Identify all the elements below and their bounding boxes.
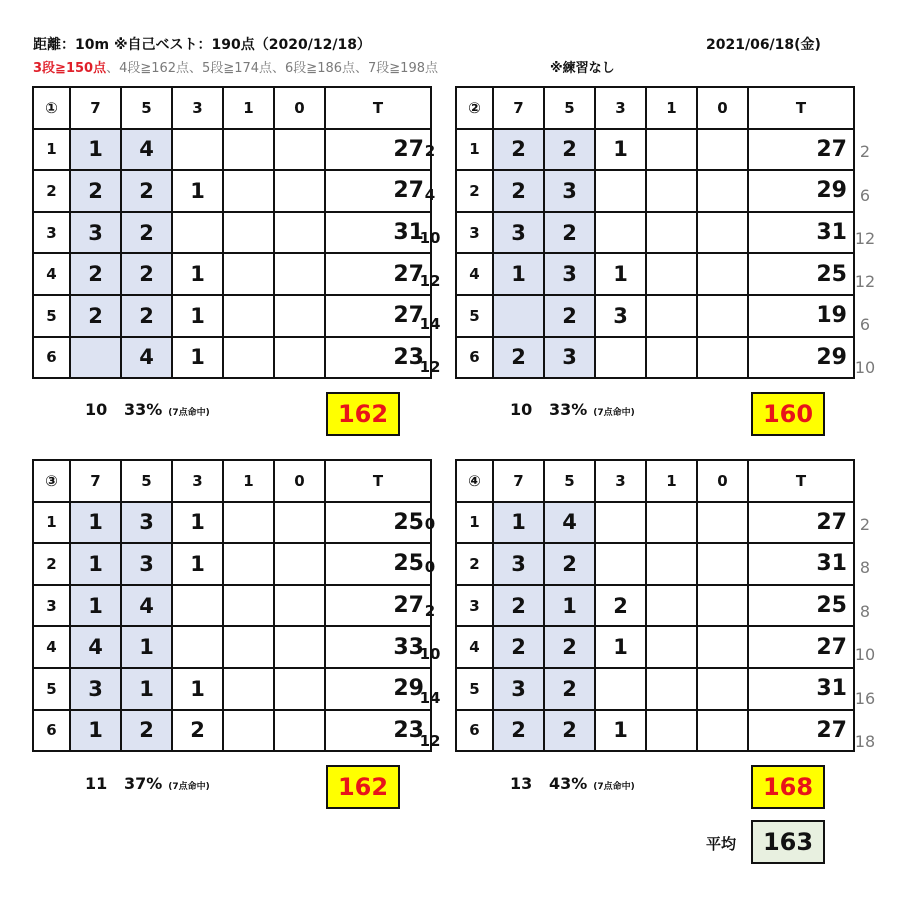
end-total: 27 [748,710,854,752]
col-3-header: 3 [595,460,646,502]
col-1-header: 1 [646,87,697,129]
count-5: 2 [544,543,595,585]
table-row [33,585,431,627]
end-number: 4 [33,253,70,295]
count-7: 3 [70,668,121,710]
count-0 [274,337,325,379]
count-5: 2 [544,212,595,254]
count-3 [595,543,646,585]
col-0-header: 0 [274,460,325,502]
col-5-header: 5 [121,460,172,502]
count-1 [646,337,697,379]
count-7: 3 [493,212,544,254]
end-number: 3 [456,585,493,627]
count-1 [223,295,274,337]
count-5: 2 [544,668,595,710]
end-total: 29 [748,337,854,379]
count-3: 1 [595,710,646,752]
end-number: 4 [33,626,70,668]
average-label: 平均 [706,835,737,853]
count-3: 2 [172,710,223,752]
table-row [456,668,854,710]
end-total: 27 [325,253,431,295]
count-5: 3 [544,253,595,295]
count-3: 1 [172,170,223,212]
count-1 [223,337,274,379]
rank-thresholds-rest: 、4段≧162点、5段≧174点、6段≧186点、7段≧198点 [106,61,438,76]
count-0 [697,170,748,212]
col-5-header: 5 [544,460,595,502]
cumulative-7-count: 10 [419,229,441,247]
hit-note: (7点命中) [593,782,635,792]
end-number: 3 [33,585,70,627]
end-total: 27 [748,626,854,668]
count-0 [697,337,748,379]
count-7: 2 [493,337,544,379]
end-number: 6 [456,337,493,379]
count-7: 2 [70,170,121,212]
round-number-header: ① [33,87,70,129]
count-3 [172,585,223,627]
count-1 [646,668,697,710]
end-number: 6 [33,710,70,752]
end-total: 31 [325,212,431,254]
count-3: 1 [172,295,223,337]
count-5: 1 [121,668,172,710]
col-0-header: 0 [697,87,748,129]
count-1 [223,129,274,171]
end-number: 5 [33,668,70,710]
count-3: 1 [172,253,223,295]
cumulative-7-count: 12 [419,358,441,376]
average-score: 163 [751,820,825,864]
header-row [456,87,854,129]
table-row [456,337,854,379]
count-0 [274,212,325,254]
hit-percentage: 37% [123,774,163,793]
end-total: 31 [748,668,854,710]
count-5: 2 [121,295,172,337]
table-row [33,212,431,254]
end-total: 25 [748,253,854,295]
count-3: 1 [172,502,223,544]
rank-threshold-3dan: 3段≧150点 [33,61,107,76]
end-number: 5 [33,295,70,337]
cumulative-7-count: 4 [424,186,436,204]
end-number: 2 [456,170,493,212]
count-7: 1 [70,543,121,585]
count-5: 2 [544,710,595,752]
distance-and-best-label: 距離：10m ※自己ベスト：190点（2020/12/18） [33,37,371,53]
table-row [456,626,854,668]
count-5: 1 [544,585,595,627]
count-0 [274,502,325,544]
score-table [32,459,432,752]
score-table [32,86,432,379]
count-1 [646,170,697,212]
table-row [456,585,854,627]
cumulative-7-count: 2 [424,602,436,620]
end-total: 19 [748,295,854,337]
cumulative-7-count: 16 [854,689,876,708]
end-number: 4 [456,626,493,668]
cumulative-7-count: 2 [424,142,436,160]
count-1 [223,170,274,212]
count-1 [223,253,274,295]
count-1 [646,502,697,544]
cumulative-7-count: 2 [859,515,871,534]
cumulative-7-count: 8 [859,558,871,577]
count-1 [646,585,697,627]
end-total: 25 [325,502,431,544]
table-row [456,129,854,171]
cumulative-7-count: 2 [859,142,871,161]
col-3-header: 3 [172,87,223,129]
count-0 [697,626,748,668]
count-5: 3 [121,543,172,585]
count-1 [646,212,697,254]
hit-stats [510,774,635,793]
cumulative-7-count: 14 [419,315,441,333]
end-number: 3 [456,212,493,254]
col-total-header: T [325,87,431,129]
table-row [33,626,431,668]
end-number: 6 [456,710,493,752]
end-number: 5 [456,668,493,710]
count-7: 2 [493,585,544,627]
table-row [33,129,431,171]
score-table-1 [32,86,432,379]
count-5: 1 [121,626,172,668]
count-0 [274,295,325,337]
rank-thresholds [33,57,438,76]
count-7: 1 [493,502,544,544]
col-5-header: 5 [544,87,595,129]
count-7: 1 [70,585,121,627]
hit-note: (7点命中) [168,408,210,418]
hit-stats [85,774,210,793]
table-row [33,668,431,710]
count-7: 3 [70,212,121,254]
table-row [456,502,854,544]
count-7: 4 [70,626,121,668]
header-row [33,460,431,502]
count-0 [274,129,325,171]
count-1 [646,710,697,752]
header-row [456,460,854,502]
count-0 [697,212,748,254]
col-7-header: 7 [493,460,544,502]
score-table [455,459,855,752]
col-total-header: T [748,460,854,502]
end-total: 31 [748,212,854,254]
cumulative-7-count: 12 [419,732,441,750]
end-number: 1 [456,502,493,544]
table-row [33,543,431,585]
count-0 [697,710,748,752]
count-7: 1 [493,253,544,295]
end-total: 23 [325,337,431,379]
count-3 [172,626,223,668]
table-row [456,295,854,337]
end-total: 29 [748,170,854,212]
count-5: 2 [544,129,595,171]
count-1 [223,502,274,544]
count-0 [274,668,325,710]
count-0 [697,253,748,295]
count-3: 1 [595,626,646,668]
cumulative-7-count: 6 [859,315,871,334]
count-0 [274,585,325,627]
hit-note: (7点命中) [593,408,635,418]
count-0 [274,543,325,585]
count-7: 2 [493,129,544,171]
cumulative-7-count: 0 [424,515,436,533]
cumulative-7-count: 0 [424,558,436,576]
end-number: 3 [33,212,70,254]
col-7-header: 7 [493,87,544,129]
count-3: 1 [172,543,223,585]
table-row [456,170,854,212]
col-0-header: 0 [697,460,748,502]
score-table [455,86,855,379]
end-total: 29 [325,668,431,710]
col-1-header: 1 [223,87,274,129]
end-number: 1 [33,129,70,171]
count-5: 2 [544,295,595,337]
count-0 [697,502,748,544]
end-total: 25 [325,543,431,585]
score-table-4 [455,459,855,752]
count-3 [172,212,223,254]
end-number: 1 [456,129,493,171]
count-1 [223,585,274,627]
end-total: 27 [748,129,854,171]
hit-percentage: 43% [548,774,588,793]
count-5: 2 [121,710,172,752]
count-1 [646,129,697,171]
hit-count: 10 [85,400,108,419]
score-table-3 [32,459,432,752]
count-7 [70,337,121,379]
count-0 [697,543,748,585]
hit-percentage: 33% [548,400,588,419]
score-table-2 [455,86,855,379]
count-0 [697,585,748,627]
count-5: 4 [121,129,172,171]
count-5: 3 [544,170,595,212]
count-0 [274,253,325,295]
count-7: 2 [493,626,544,668]
end-number: 2 [456,543,493,585]
hit-stats [85,400,210,419]
col-1-header: 1 [646,460,697,502]
end-number: 6 [33,337,70,379]
col-total-header: T [748,87,854,129]
count-0 [697,129,748,171]
count-3 [595,170,646,212]
round-number-header: ③ [33,460,70,502]
cumulative-7-count: 10 [854,358,876,377]
count-3: 1 [172,337,223,379]
count-0 [274,170,325,212]
count-7: 2 [70,295,121,337]
count-7: 2 [493,170,544,212]
end-total: 27 [325,170,431,212]
table-row [33,337,431,379]
count-1 [223,543,274,585]
table-row [33,253,431,295]
end-total: 27 [325,585,431,627]
count-7: 2 [493,710,544,752]
col-1-header: 1 [223,460,274,502]
col-0-header: 0 [274,87,325,129]
block-total: 162 [326,765,400,809]
col-7-header: 7 [70,87,121,129]
col-7-header: 7 [70,460,121,502]
table-row [456,543,854,585]
table-row [33,170,431,212]
count-3 [595,668,646,710]
cumulative-7-count: 6 [859,186,871,205]
count-7: 1 [70,710,121,752]
col-5-header: 5 [121,87,172,129]
count-5: 3 [121,502,172,544]
col-total-header: T [325,460,431,502]
block-total: 168 [751,765,825,809]
count-1 [646,295,697,337]
block-total: 162 [326,392,400,436]
count-5: 2 [121,170,172,212]
end-total: 31 [748,543,854,585]
hit-note: (7点命中) [168,782,210,792]
count-7 [493,295,544,337]
cumulative-7-count: 14 [419,689,441,707]
count-7: 3 [493,543,544,585]
session-date: 2021/06/18(金) [706,37,821,53]
count-5: 2 [121,253,172,295]
hit-count: 11 [85,774,108,793]
count-7: 1 [70,129,121,171]
round-number-header: ② [456,87,493,129]
count-5: 2 [544,626,595,668]
end-total: 27 [325,129,431,171]
count-3 [595,212,646,254]
count-1 [223,626,274,668]
cumulative-7-count: 12 [854,272,876,291]
end-number: 4 [456,253,493,295]
end-total: 33 [325,626,431,668]
table-row [456,253,854,295]
hit-count: 13 [510,774,533,793]
end-total: 27 [325,295,431,337]
count-1 [646,253,697,295]
count-5: 4 [121,337,172,379]
count-5: 4 [544,502,595,544]
count-7: 3 [493,668,544,710]
count-5: 4 [121,585,172,627]
table-row [33,502,431,544]
count-3 [595,337,646,379]
cumulative-7-count: 8 [859,602,871,621]
hit-percentage: 33% [123,400,163,419]
count-0 [274,710,325,752]
count-3: 1 [595,253,646,295]
count-1 [223,710,274,752]
count-3 [172,129,223,171]
cumulative-7-count: 12 [854,229,876,248]
count-1 [646,543,697,585]
count-3: 1 [172,668,223,710]
round-number-header: ④ [456,460,493,502]
hit-stats [510,400,635,419]
end-number: 1 [33,502,70,544]
block-total: 160 [751,392,825,436]
end-total: 25 [748,585,854,627]
practice-note: ※練習なし [550,61,615,76]
cumulative-7-count: 12 [419,272,441,290]
count-0 [697,295,748,337]
count-1 [223,212,274,254]
table-row [33,710,431,752]
count-0 [274,626,325,668]
cumulative-7-count: 18 [854,732,876,751]
end-number: 5 [456,295,493,337]
end-number: 2 [33,170,70,212]
table-row [33,295,431,337]
count-3: 1 [595,129,646,171]
table-row [456,212,854,254]
count-5: 2 [121,212,172,254]
count-1 [646,626,697,668]
header-row [33,87,431,129]
table-row [456,710,854,752]
count-1 [223,668,274,710]
cumulative-7-count: 10 [854,645,876,664]
hit-count: 10 [510,400,533,419]
count-3: 2 [595,585,646,627]
col-3-header: 3 [595,87,646,129]
count-3 [595,502,646,544]
count-7: 2 [70,253,121,295]
end-total: 23 [325,710,431,752]
count-5: 3 [544,337,595,379]
col-3-header: 3 [172,460,223,502]
cumulative-7-count: 10 [419,645,441,663]
count-7: 1 [70,502,121,544]
count-0 [697,668,748,710]
count-3: 3 [595,295,646,337]
end-number: 2 [33,543,70,585]
end-total: 27 [748,502,854,544]
